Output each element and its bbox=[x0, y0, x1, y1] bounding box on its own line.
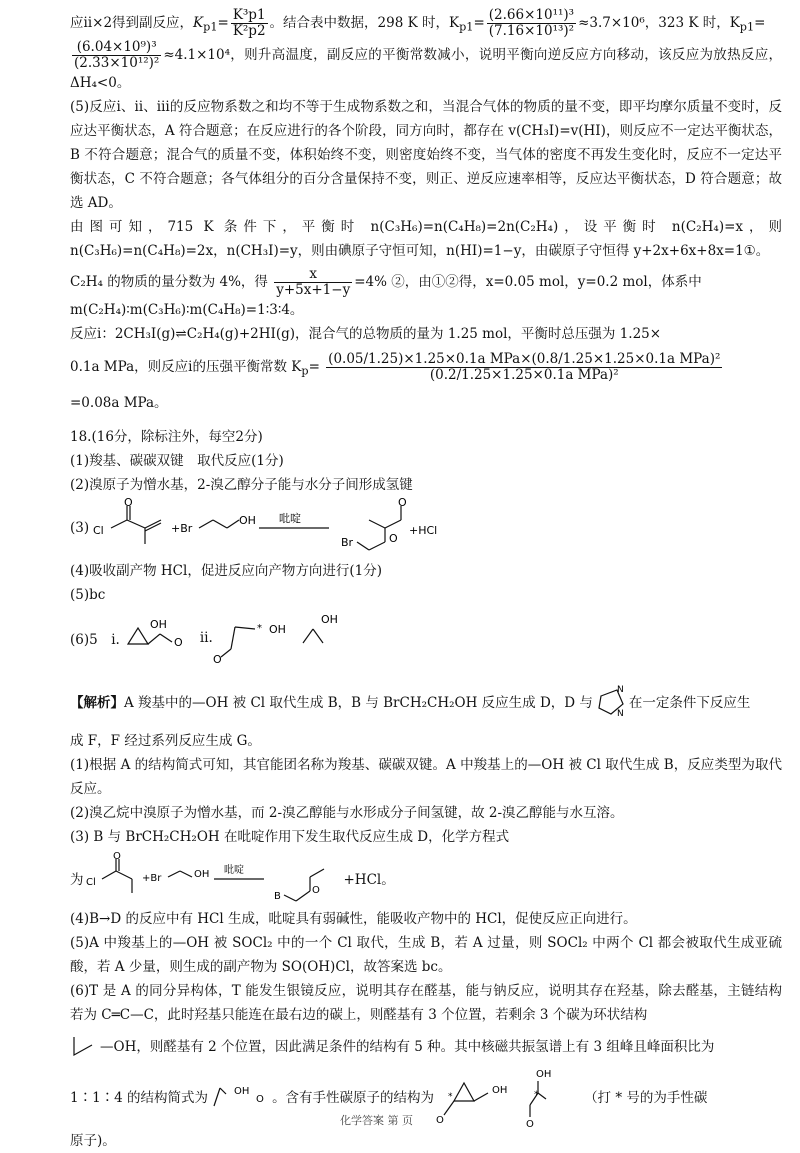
denominator: (7.16×10¹³)² bbox=[488, 23, 575, 39]
svg-text:*: * bbox=[534, 1090, 539, 1101]
svg-text:O: O bbox=[124, 498, 133, 510]
text: 0.1a MPa，则反应ⅰ的压强平衡常数 K bbox=[70, 358, 302, 375]
svg-text:Cl: Cl bbox=[93, 524, 104, 538]
text: 在一定条件下反应生 bbox=[628, 695, 751, 712]
text: A 羧基中的—OH 被 Cl 取代生成 B，B 与 BrCH₂CH₂OH 反应生成 D，D 与 bbox=[124, 695, 593, 712]
analysis-step-4: (4)B→D 的反应中有 HCl 生成，吡啶具有弱碱性，能吸收产物中的 HCl，促使反应正向进行。 bbox=[70, 911, 637, 928]
text: =4% ②，由①②得，x=0.05 mol，y=0.2 mol，体系中 bbox=[354, 273, 702, 290]
text: K bbox=[193, 15, 204, 31]
numerator: K³p1 bbox=[232, 7, 266, 23]
text: C₂H₄ 的物质的量分数为 4%，得 bbox=[70, 273, 268, 290]
numerator: x bbox=[274, 267, 352, 283]
svg-text:OH: OH bbox=[268, 623, 286, 637]
q18-answer-4: (4)吸收副产物 HCl，促进反应向产物方向进行(1分) bbox=[70, 563, 382, 580]
numerator: (6.04×10⁹)³ bbox=[72, 40, 161, 56]
analysis-step-1: (1)根据 A 的结构简式可知，其官能团名称为羧基、碳碳双键。A 中羧基上的—OH 被 Cl 取代生成 B，反应类型为取代反应。 bbox=[70, 757, 782, 798]
svg-text:O: O bbox=[173, 636, 183, 650]
svg-text:OH: OH bbox=[536, 1069, 552, 1081]
kp-fraction bbox=[326, 352, 722, 383]
analysis-step-6-structures bbox=[70, 1063, 782, 1129]
text: —OH，则醛基有 2 个位置，因此满足条件的结构有 5 种。其中核磁共振氢谱上有 3 组峰且峰面积比为 bbox=[100, 1039, 715, 1056]
fraction bbox=[274, 267, 352, 298]
svg-text:OH: OH bbox=[234, 1086, 250, 1098]
analysis-step-6-cont bbox=[70, 1027, 782, 1063]
structure-chiral-icon bbox=[434, 1065, 584, 1127]
svg-text:*: * bbox=[448, 1092, 453, 1103]
svg-text:OH: OH bbox=[149, 618, 167, 632]
denominator: K²p2 bbox=[232, 23, 266, 39]
label: (3) bbox=[70, 520, 90, 537]
svg-text:O: O bbox=[526, 1119, 534, 1128]
analysis-step-6: (6)T 是 A 的同分异构体，T 能发生银镜反应，说明其存在醛基，能与钠反应，说明其存在羟基，除去醛基，主链结构若为 C═C—C，此时羟基只能连在最右边的碳上，则醛基有 3 个位置，若剩余 3 个碳为环状结构 bbox=[70, 983, 782, 1024]
text: +HCl。 bbox=[343, 872, 395, 889]
svg-text:*: * bbox=[256, 623, 262, 635]
svg-text:OH: OH bbox=[193, 869, 209, 881]
text: ≈4.1×10⁴，则升高温度，副反应的平衡常数减小，说明平衡向逆反应方向移动，该反应为放热反应，ΔH₄<0。 bbox=[70, 46, 782, 91]
svg-text:O: O bbox=[311, 885, 320, 897]
svg-text:OH: OH bbox=[239, 514, 257, 528]
text: (6)5 ⅰ. bbox=[70, 632, 120, 649]
q18-header: 18.(16分，除标注外，每空2分) bbox=[70, 429, 263, 446]
analysis-step-3: (3) B 与 BrCH₂CH₂OH 在吡啶作用下发生取代反应生成 D，化学方程式 bbox=[70, 829, 510, 846]
denominator: (2.33×10¹²)² bbox=[74, 54, 160, 71]
analysis-section bbox=[70, 681, 782, 1153]
reaction-equation bbox=[89, 498, 449, 558]
svg-text:O: O bbox=[389, 532, 398, 546]
paragraph-6d: m(C₂H₄)∶m(C₃H₆)∶m(C₄H₈)=1∶3∶4。 bbox=[70, 301, 304, 318]
paragraph-6b bbox=[70, 267, 782, 298]
fraction bbox=[487, 8, 576, 39]
fraction bbox=[72, 40, 161, 71]
structure-cyclopropane-icon bbox=[120, 612, 200, 664]
analysis-intro-cont: 成 F，F 经过系列反应生成 G。 bbox=[70, 733, 261, 750]
text: 。含有手性碳原子的结构为 bbox=[272, 1090, 435, 1107]
page-footer: 化学答案 第 页 bbox=[340, 1114, 413, 1127]
catalyst-label: 吡啶 bbox=[279, 512, 302, 526]
svg-text:O: O bbox=[436, 1115, 444, 1127]
svg-text:O: O bbox=[112, 851, 121, 863]
q18-answer-5: (5)bc bbox=[70, 587, 106, 604]
denominator: (0.2/1.25×1.25×0.1a MPa)² bbox=[429, 366, 619, 383]
text: 应ⅱ×2得到副反应， bbox=[70, 15, 194, 31]
question-18 bbox=[70, 425, 782, 1153]
analysis-intro bbox=[70, 681, 782, 721]
analysis-step-6-end: 原子)。 bbox=[70, 1133, 116, 1150]
q18-answer-6 bbox=[70, 607, 782, 669]
paragraph-7a: 反应ⅰ：2CH₃I(g)⇌C₂H₄(g)+2HI(g)，混合气的总物质的量为 1.25 mol，平衡时总压强为 1.25× bbox=[70, 325, 662, 342]
svg-text:Br: Br bbox=[341, 536, 354, 550]
analysis-equation bbox=[70, 849, 782, 907]
catalyst-label: 吡啶 bbox=[223, 865, 244, 877]
analysis-step-2: (2)溴乙烷中溴原子为憎水基，而 2-溴乙醇能与水形成分子间氢键，故 2-溴乙醇能与水互溶。 bbox=[70, 805, 624, 822]
svg-text:O: O bbox=[256, 1094, 264, 1106]
text: 。结合表中数据，298 K 时，K bbox=[269, 15, 460, 31]
q18-answer-1: (1)羧基、碳碳双键 取代反应(1分) bbox=[70, 453, 284, 470]
cyclopropyl-icon bbox=[70, 1031, 100, 1059]
imidazole-icon bbox=[593, 682, 629, 720]
numerator: (2.66×10¹¹)³ bbox=[488, 7, 575, 23]
fraction bbox=[231, 8, 268, 39]
numerator: (0.05/1.25)×1.25×0.1a MPa×(0.8/1.25×1.25×0.1a MPa)² bbox=[328, 350, 721, 367]
text: ≈3.7×10⁶，323 K 时，K bbox=[578, 15, 740, 31]
svg-text:OH: OH bbox=[492, 1085, 508, 1097]
svg-text:O: O bbox=[212, 653, 222, 667]
hcl-label: +HCl bbox=[409, 524, 438, 538]
text: ⅱ. bbox=[199, 630, 213, 647]
paragraph-6a: 由图可知，715 K 条件下，平衡时 n(C₃H₆)=n(C₄H₈)=2n(C₂H₄)，设平衡时 n(C₂H₄)=x，则 n(C₃H₆)=n(C₄H₈)=2x，n(CH₃I)=y，则由碘原子守恒可知，n(HI)=1−y，由碳原子守恒得 y+2x+6x+8x=1①。 bbox=[70, 218, 782, 259]
svg-text:Cl: Cl bbox=[85, 877, 96, 889]
q18-answer-3 bbox=[70, 497, 782, 559]
svg-text:+Br: +Br bbox=[141, 873, 161, 885]
svg-text:OH: OH bbox=[320, 613, 338, 627]
q18-answer-2: (2)溴原子为憎水基，2-溴乙醇分子能与水分子间形成氢键 bbox=[70, 477, 413, 494]
analysis-tag: 【解析】 bbox=[70, 695, 124, 712]
analysis-step-5: (5)A 中羧基上的—OH 被 SOCl₂ 中的一个 Cl 取代，生成 B，若 A 过量，则 SOCl₂ 中两个 Cl 都会被取代生成亚硫酸，若 A 少量，则生成的副产物为 SO(OH)Cl，故答案选 bc。 bbox=[70, 935, 782, 976]
svg-text:B: B bbox=[273, 891, 281, 903]
text: （打 * 号的为手性碳 bbox=[584, 1090, 708, 1107]
text: 为 bbox=[70, 872, 84, 889]
paragraph-5: (5)反应ⅰ、ⅱ、ⅲ的反应物系数之和均不等于生成物系数之和，当混合气体的物质的量不变，即平均摩尔质量不变时，反应达平衡状态，A 符合题意；在反应进行的各个阶段，同方向时，都存在 v(CH₃I)=v(HI)，则反应不一定达平衡状态，B 不符合题意；混合气的质量不变，体积始终不变，则密度始终不变，当气体的密度不再发生变化时，反应不一定达平衡状态，C 不符合题意；各气体组分的百分含量保持不变，则正、逆反应速率相等，反应达平衡状态，D 符合题意；故选 AD。 bbox=[70, 98, 782, 211]
svg-text:N: N bbox=[616, 685, 624, 696]
text: 1∶1∶4 的结构简式为 bbox=[70, 1090, 209, 1107]
svg-text:+Br: +Br bbox=[171, 522, 193, 536]
answer-page bbox=[70, 8, 782, 1153]
structure-nmr-icon bbox=[208, 1076, 272, 1116]
paragraph-7c: =0.08a MPa。 bbox=[70, 395, 168, 412]
structure-chain-icon bbox=[213, 609, 353, 667]
paragraph-equilibrium-constant: 应ⅱ×2得到副反应，$K_{p1}=$ $\frac{\text{K³p1}}{\text{K²p2}}$ 。结合表中数据，298 K 时，$K_{p1}=$ $\frac{\text{(2.66×10¹¹)³}}{\text{(7.16×10¹³)²}}$ ≈3.7×10⁶，323 K 时，$K_{p1}=$ $\frac{\text{(6.04×10⁹)³}}{\text{(2.33×10¹²)²}}$ ≈4.1×10⁴，则升高温度，副反应的平衡常数减小，说明平衡向逆反应方向移动，该反应为放热反应，ΔH₄<0。 bbox=[70, 7, 782, 91]
svg-text:N: N bbox=[616, 709, 624, 720]
reaction-equation-2 bbox=[84, 851, 344, 905]
paragraph-7b: 0.1a MPa，则反应ⅰ的压强平衡常数 $K_p=$ $\frac{\text{(0.05/1.25)×1.25×0.1a MPa×(0.8/1.25×1.25×0.1a MPa)²}}{\text{(0.2/1.25×1.25×0.1a MPa)²}}$ bbox=[70, 350, 721, 383]
denominator: y+5x+1−y bbox=[276, 281, 351, 298]
svg-text:O: O bbox=[398, 498, 407, 510]
